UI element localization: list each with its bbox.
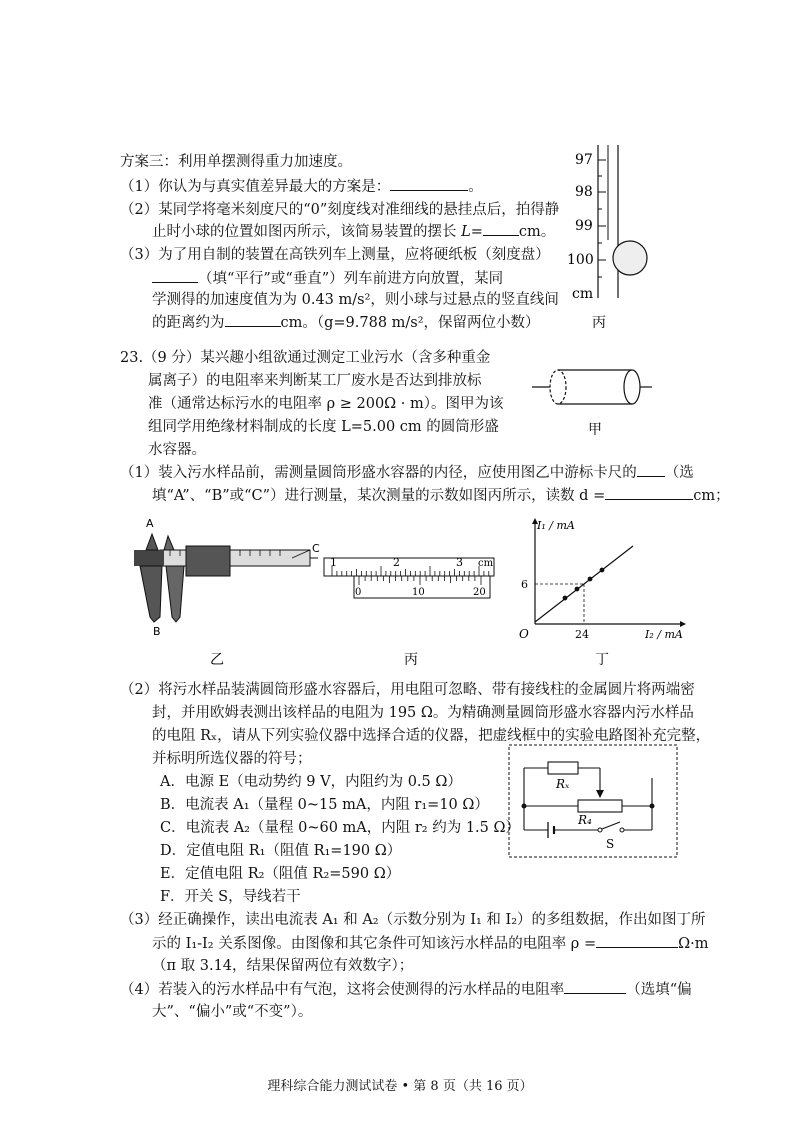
scheme3-q3-line2: （填“平行”或“垂直”）列车前进方向放置，某同: [152, 268, 503, 289]
q23-part4-line2: 大”、“偏小”或“不变”）。: [152, 1004, 313, 1020]
vernier-tick-0: 0: [355, 587, 362, 598]
scheme3-q2-line2: 止时小球的位置如图丙所示，该简易装置的摆长 L= cm。: [152, 221, 555, 242]
q23-intro-line4: 组同学用绝缘材料制成的长度 L=5.00 cm 的圆筒形盛: [148, 419, 499, 435]
page-footer: 理科综合能力测试试卷 • 第 8 页（共 16 页）: [267, 1079, 533, 1094]
y-axis-label: I₁ / mA: [537, 519, 575, 532]
main-tick-3: 3: [456, 556, 463, 569]
q23-part1-line1: （1）装入污水样品前，需测量圆筒形盛水容器的内径，应使用图乙中游标卡尺的 （选: [120, 462, 694, 483]
q23-part2-line2: 封，并用欧姆表测出该样品的电阻为 195 Ω。为精确测量圆筒形盛水容器内污水样品: [152, 705, 694, 721]
label-c: C: [312, 542, 320, 555]
option-f: F．开关 S，导线若干: [160, 889, 301, 905]
q23-part2-line1: （2）将污水样品装满圆筒形盛水容器后，用电阻可忽略、带有接线柱的金属圆片将两端密: [120, 682, 695, 698]
q23-part2-line4: 并标明所选仪器的符号；: [152, 751, 312, 767]
q23-part4-line1: （4）若装入的污水样品中有气泡，这将会使测得的污水样品的电阻率 （选填“偏: [120, 979, 692, 1000]
main-tick-2: 2: [393, 556, 400, 569]
fig-caption-bing-vernier: 丙: [404, 652, 418, 668]
resistor-rx: [548, 762, 578, 774]
x-axis-label: I₂ / mA: [645, 628, 683, 641]
label-s: S: [606, 837, 615, 851]
option-b: B．电流表 A₁（量程 0~15 mA，内阻 r₁=10 Ω）: [160, 797, 489, 813]
option-a: A．电源 E（电动势约 9 V，内阻约为 0.5 Ω）: [160, 774, 462, 790]
vernier-caliper-figure: [120, 512, 320, 672]
q23-intro-line3: 准（通常达标污水的电阻率 ρ ≥ 200Ω · m）。图甲为该: [148, 396, 504, 412]
q23-part3-line1: （3）经正确操作，读出电流表 A₁ 和 A₂（示数分别为 I₁ 和 I₂）的多组数据，作出如图丁所: [120, 912, 706, 928]
scheme3-q3-line3: 学测得的加速度值为为 0.43 m/s²，则小球与过悬点的竖直线间: [152, 292, 559, 308]
q23-intro-line5: 水容器。: [148, 442, 206, 458]
q23-part2-line3: 的电阻 Rₓ，请从下列实验仪器中选择合适的仪器，把虚线框中的实验电路图补充完整，: [152, 728, 711, 744]
fig-caption-ding: 丁: [595, 652, 609, 668]
label-b: B: [153, 625, 161, 638]
main-tick-1: 1: [330, 556, 337, 569]
scheme3-q3-line1: （3）为了用自制的装置在高铁列车上测量，应将硬纸板（刻度盘）: [120, 247, 550, 263]
rheostat-r4: [578, 800, 622, 812]
q23-intro-line1: 23.（9 分）某兴趣小组欲通过测定工业污水（含多种重金: [120, 350, 491, 366]
fig-caption-bing-top: 丙: [592, 315, 606, 331]
data-point: [575, 587, 580, 592]
data-point: [588, 577, 593, 582]
scheme3-q2-line1: （2）某同学将毫米刻度尺的“0”刻度线对准细线的悬挂点后，拍得静: [120, 202, 560, 218]
option-c: C．电流表 A₂（量程 0~60 mA，内阻 r₂ 约为 1.5 Ω）: [160, 820, 521, 836]
fig-caption-yi: 乙: [210, 652, 224, 668]
tick-cm: cm: [572, 286, 594, 302]
x-tick-24: 24: [575, 628, 589, 641]
tick-97: 97: [575, 152, 593, 168]
scheme3-title: 方案三：利用单摆测得重力加速度。: [120, 154, 352, 170]
fig-caption-jia: 甲: [588, 422, 602, 438]
label-rx: Rₓ: [556, 777, 570, 791]
data-point: [600, 568, 605, 573]
tick-99: 99: [575, 218, 593, 234]
option-e: E．定值电阻 R₂（阻值 R₂=590 Ω）: [160, 866, 401, 882]
tick-98: 98: [575, 184, 593, 200]
q23-part3-line2: 示的 I₁-I₂ 关系图像。由图像和其它条件可知该污水样品的电阻率 ρ = Ω·m: [152, 933, 708, 954]
y-tick-6: 6: [521, 578, 528, 591]
pendulum-ball: [613, 241, 647, 275]
label-r4: R₄: [578, 813, 592, 827]
switch-s: [602, 822, 620, 829]
cylinder-container-figure: [520, 362, 660, 442]
data-point: [563, 596, 568, 601]
q23-intro-line2: 属离子）的电阻率来判断某工厂废水是否达到排放标: [148, 373, 482, 389]
main-tick-cm: cm: [478, 558, 494, 569]
vernier-tick-20: 20: [473, 587, 486, 598]
tick-100: 100: [567, 252, 594, 268]
scheme3-q3-line4: 的距离约为 cm。（g=9.788 m/s²，保留两位小数）: [152, 312, 540, 333]
option-d: D．定值电阻 R₁（阻值 R₁=190 Ω）: [160, 843, 402, 859]
circuit-diagram: [508, 744, 680, 860]
origin-label: O: [519, 627, 529, 641]
label-a: A: [146, 517, 154, 530]
i1-i2-graph-figure: [515, 514, 690, 672]
vernier-tick-10: 10: [412, 587, 425, 598]
pendulum-ruler-figure: [560, 140, 660, 340]
scheme3-q1: （1）你认为与真实值差异最大的方案是： 。: [120, 176, 483, 197]
q23-part3-line3: （π 取 3.14，结果保留两位有效数字）；: [152, 958, 414, 974]
vernier-reading-figure: [318, 548, 508, 672]
q23-part1-line2: 填“A”、“B”或“C”）进行测量，某次测量的示数如图丙所示，读数 d = cm；: [152, 485, 730, 506]
